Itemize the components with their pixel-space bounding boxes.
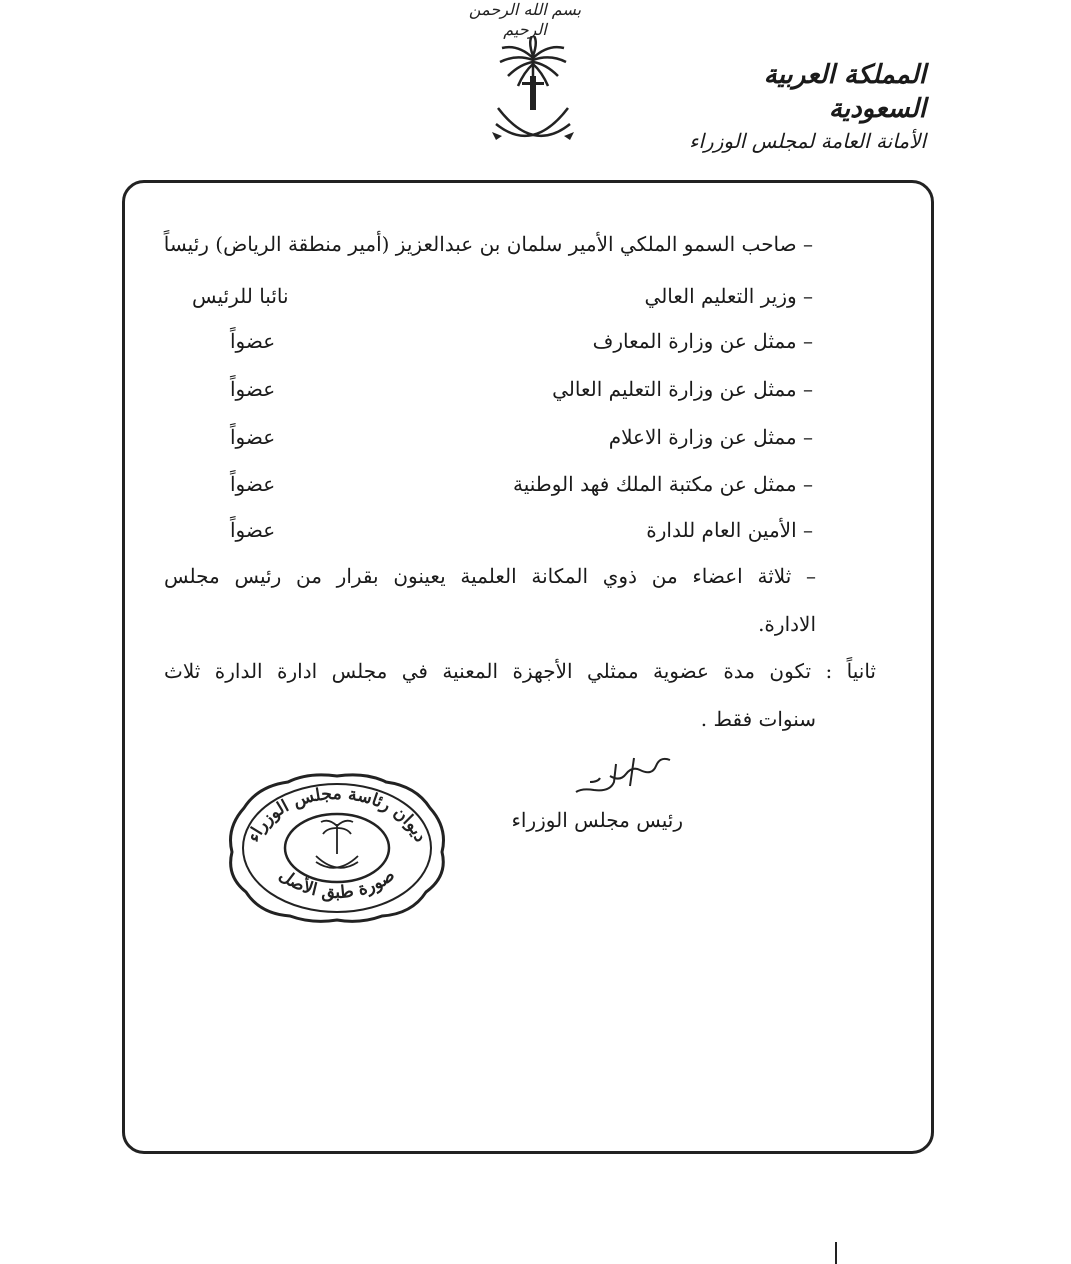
svg-text:ديوان رئاسة مجلس الوزراء: ديوان رئاسة مجلس الوزراء	[243, 784, 431, 846]
member-name: – ممثل عن وزارة المعارف	[592, 329, 813, 353]
signature-icon	[570, 752, 680, 802]
member-role: عضواً	[230, 425, 276, 449]
member-name: – ممثل عن وزارة الاعلام	[608, 425, 813, 449]
experts-line: – ثلاثة اعضاء من ذوي المكانة العلمية يعينون بقرار من رئيس مجلس	[164, 564, 817, 588]
letterhead	[666, 58, 926, 156]
cabinet-secretariat: الأمانة العامة لمجلس الوزراء	[689, 129, 926, 153]
basmala: بسم الله الرحمن الرحيم	[468, 0, 582, 39]
clause-second: ثانياً : تكون مدة عضوية ممثلي الأجهزة المعنية في مجلس ادارة الدارة ثلاث	[164, 659, 876, 683]
member-name: – وزير التعليم العالي	[644, 284, 813, 308]
member-role: عضواً	[230, 329, 276, 353]
member-role: عضواً	[230, 518, 276, 542]
kingdom-name: المملكة العربية السعودية	[763, 60, 926, 124]
member-name: – ممثل عن وزارة التعليم العالي	[552, 377, 813, 401]
experts-line-continued: الادارة.	[758, 612, 816, 636]
clause-second-continued: سنوات فقط .	[700, 707, 816, 731]
member-name: – الأمين العام للدارة	[646, 518, 813, 542]
saudi-emblem-icon	[488, 36, 578, 152]
member-role: نائبا للرئيس	[192, 284, 289, 308]
signatory-title: رئيس مجلس الوزراء	[511, 808, 683, 832]
member-role: عضواً	[230, 377, 276, 401]
svg-text:صورة طبق الأصل: صورة طبق الأصل	[275, 865, 399, 903]
member-role: عضواً	[230, 472, 276, 496]
member-chairman: – صاحب السمو الملكي الأمير سلمان بن عبدالعزيز (أمير منطقة الرياض) رئيساً	[163, 232, 813, 256]
member-name: – ممثل عن مكتبة الملك فهد الوطنية	[513, 472, 813, 496]
official-seal-icon	[226, 772, 448, 924]
page-edge-mark	[826, 1242, 846, 1264]
